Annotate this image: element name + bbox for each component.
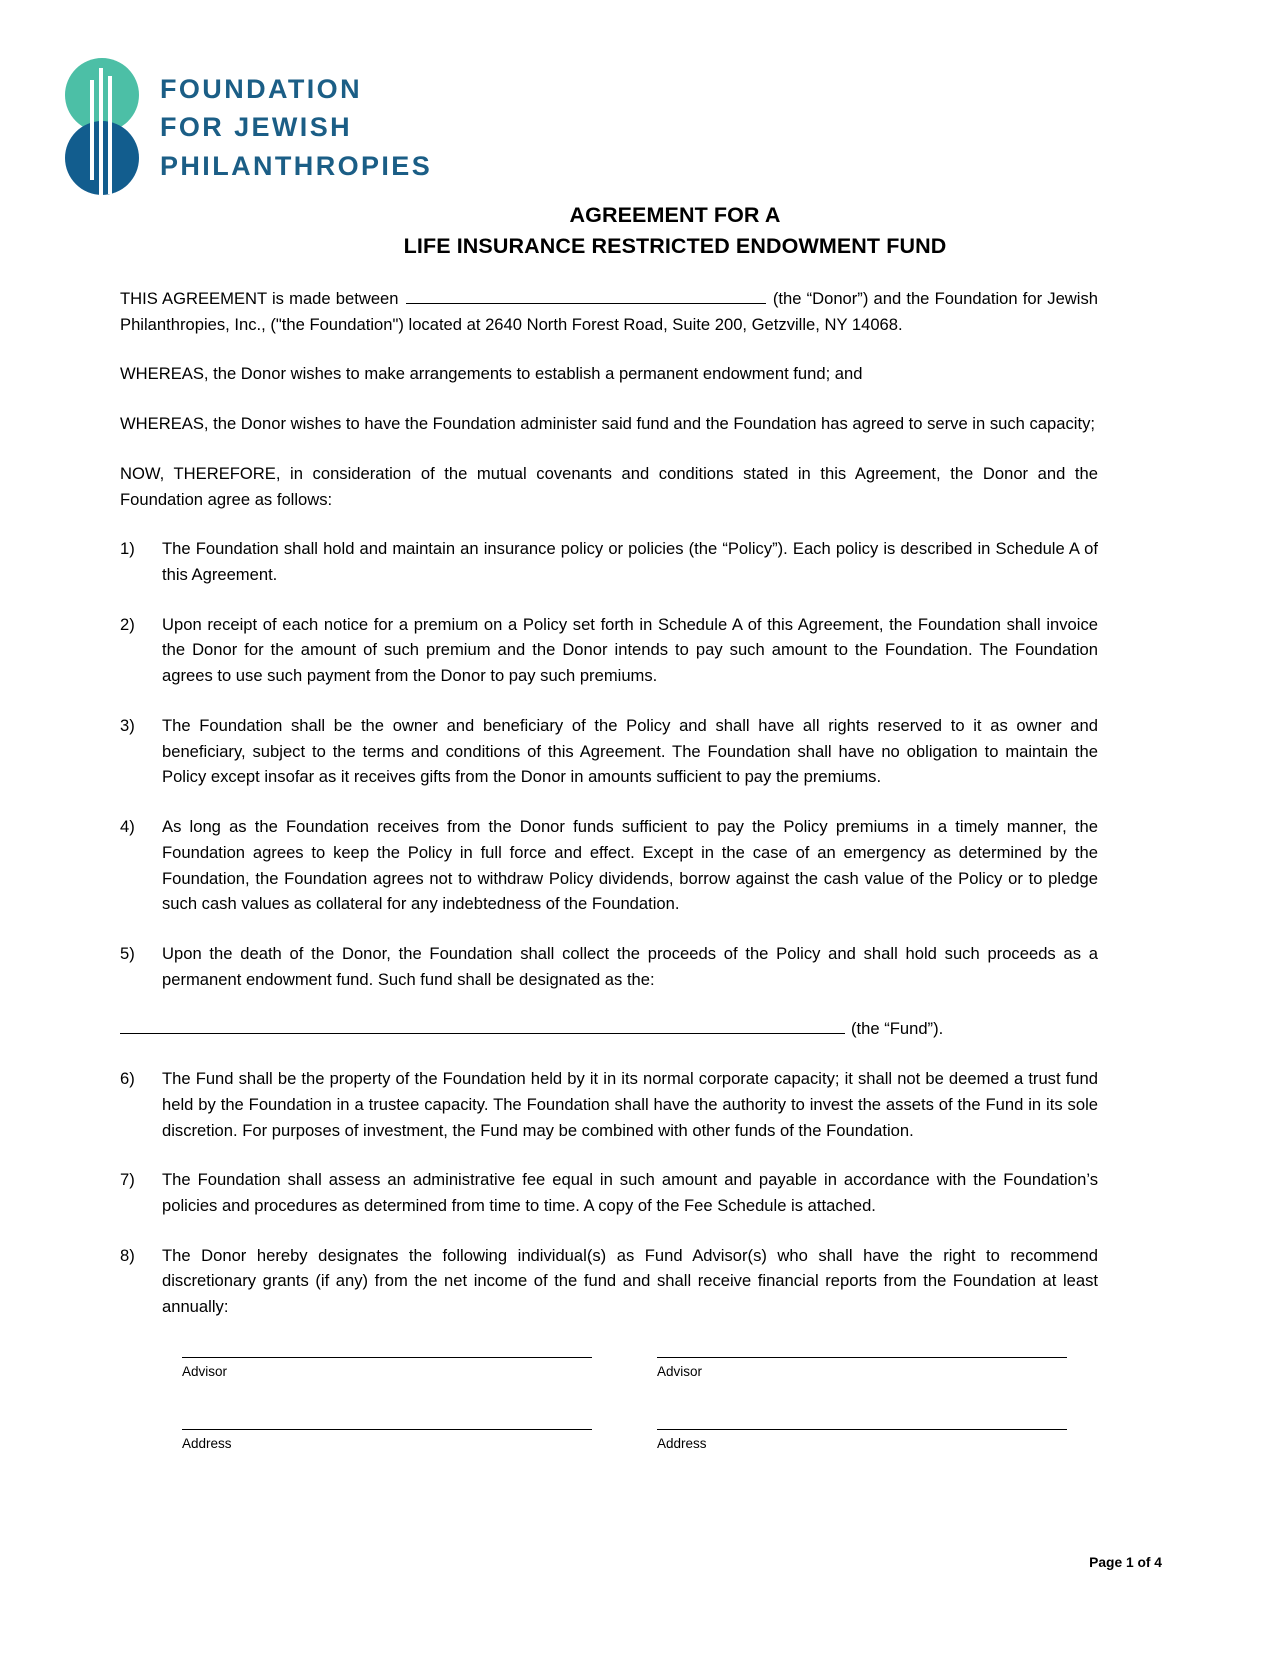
advisor-signature-block [120,1356,1098,1453]
advisor-address-line-right[interactable] [657,1428,1067,1430]
fund-name-line [120,1016,1098,1042]
advisor-column-left [182,1356,592,1453]
spacer-left [182,1380,592,1428]
terms-list-continued [120,1066,1098,1320]
term-text-5: Upon the death of the Donor, the Foundation shall collect the proceeds of the Policy and shall hold such proceeds as a permanent endowment fund. Such fund shall be designated as the: [162,943,1098,989]
advisor-name-line-left[interactable] [182,1356,592,1358]
advisor-column-right [657,1356,1067,1453]
term-item-2 [120,612,1098,689]
logo-wordmark [160,70,432,185]
term-number-3: 3) [120,715,135,735]
term-text-2: Upon receipt of each notice for a premium on a Policy set forth in Schedule A of this Agreement, the Foundation shall invoice the Donor for the amount of such premium and the Donor intends to pay such amount to the Foundation. The Foundation agrees to use such payment from the Donor to pay such premiums. [162,614,1098,686]
advisor-address-line-left[interactable] [182,1428,592,1430]
term-item-5 [120,941,1098,992]
term-text-7: The Foundation shall assess an administrative fee equal in such amount and payable in accordance with the Foundation’s policies and procedures as determined from time to time. A copy of the Fee Schedule is attached. [162,1170,1098,1215]
spacer-right [657,1380,1067,1428]
term-text-1: The Foundation shall hold and maintain an insurance policy or policies (the “Policy”). Each policy is described in Schedule A of this Agreement. [162,539,1098,585]
term-text-8: The Donor hereby designates the following individual(s) as Fund Advisor(s) who shall have the right to recommend discretionary grants (if any) from the net income of the fund and shall receive financial reports from the Foundation at least annually: [162,1245,1098,1317]
term-text-3: The Foundation shall be the owner and beneficiary of the Policy and shall have all rights reserved to it as owner and beneficiary, subject to the terms and conditions of this Agreement. The Foundation shall have no obligation to maintain the Policy except insofar as it receives gifts from the Donor in amounts sufficient to pay the premiums. [162,715,1098,787]
recital-1: WHEREAS, the Donor wishes to make arrangements to establish a permanent endowment fund; and [120,364,863,384]
organization-logo [62,58,432,196]
term-item-4 [120,814,1098,917]
logo-line-1: FOUNDATION [160,74,362,104]
intro-after-blank: (the “Donor”) and the Foundation for Jewish Philanthropies, Inc., ("the Foundation") located at 2640 North Forest Road, Suite 200, Getzville, NY 14068. [120,289,1098,334]
term-number-6: 6) [120,1069,135,1089]
term-item-6 [120,1066,1098,1143]
term-item-7 [120,1167,1098,1218]
term-text-4: As long as the Foundation receives from the Donor funds sufficient to pay the Policy premiums in a timely manner, the Foundation agrees to keep the Policy in full force and effect. Except in the case of an emergency as determined by the Foundation, the Foundation agrees not to withdraw Policy dividends, borrow against the cash value of the Policy or to pledge such cash values as collateral for any indebtedness of the Foundation. [162,817,1098,914]
document-body [120,286,1098,1453]
term-number-2: 2) [120,614,135,634]
term-item-3 [120,713,1098,790]
term-text-6: The Fund shall be the property of the Foundation held by it in its normal corporate capacity; it shall not be deemed a trust fund held by the Foundation in a trustee capacity. The Foundation shall have the authority to invest the assets of the Fund in its sole discretion. For purposes of investment, the Fund may be combined with other funds of the Foundation. [162,1069,1098,1140]
logo-bar-3 [108,76,112,194]
term-number-8: 8) [120,1245,135,1265]
advisor-label-right: Advisor [657,1363,703,1379]
recital-3: NOW, THEREFORE, in consideration of the mutual covenants and conditions stated in this Agreement, the Donor and the Foundation agree as follows: [120,463,1098,509]
title-line-1: AGREEMENT FOR A [569,203,781,227]
fund-name-blank[interactable] [120,1017,845,1035]
logo-line-3: PHILANTHROPIES [160,150,433,181]
page-footer: Page 1 of 4 [1089,1555,1162,1570]
logo-mark-icon [62,58,142,196]
advisor-name-line-right[interactable] [657,1356,1067,1358]
address-label-left: Address [182,1436,232,1452]
term-number-5: 5) [120,943,135,963]
term-number-4: 4) [120,817,135,837]
term-item-1 [120,536,1098,587]
terms-list [120,536,1098,992]
intro-paragraph [120,286,1098,337]
address-label-right: Address [657,1436,707,1452]
recital-2: WHEREAS, the Donor wishes to have the Foundation administer said fund and the Foundation has agreed to serve in such capacity; [120,414,1095,434]
page-title [170,200,1180,261]
donor-name-blank[interactable] [406,287,766,304]
intro-before-blank: THIS AGREEMENT is made between [120,289,399,308]
term-number-1: 1) [120,539,135,559]
logo-line-2: FOR JEWISH [160,112,353,143]
logo-bar-1 [90,80,94,180]
fund-line-tail: (the “Fund”). [851,1019,944,1039]
advisor-label-left: Advisor [182,1363,228,1379]
term-number-7: 7) [120,1170,135,1190]
title-line-2: LIFE INSURANCE RESTRICTED ENDOWMENT FUND [403,233,947,258]
logo-bar-2 [99,68,103,196]
term-item-8 [120,1243,1098,1320]
